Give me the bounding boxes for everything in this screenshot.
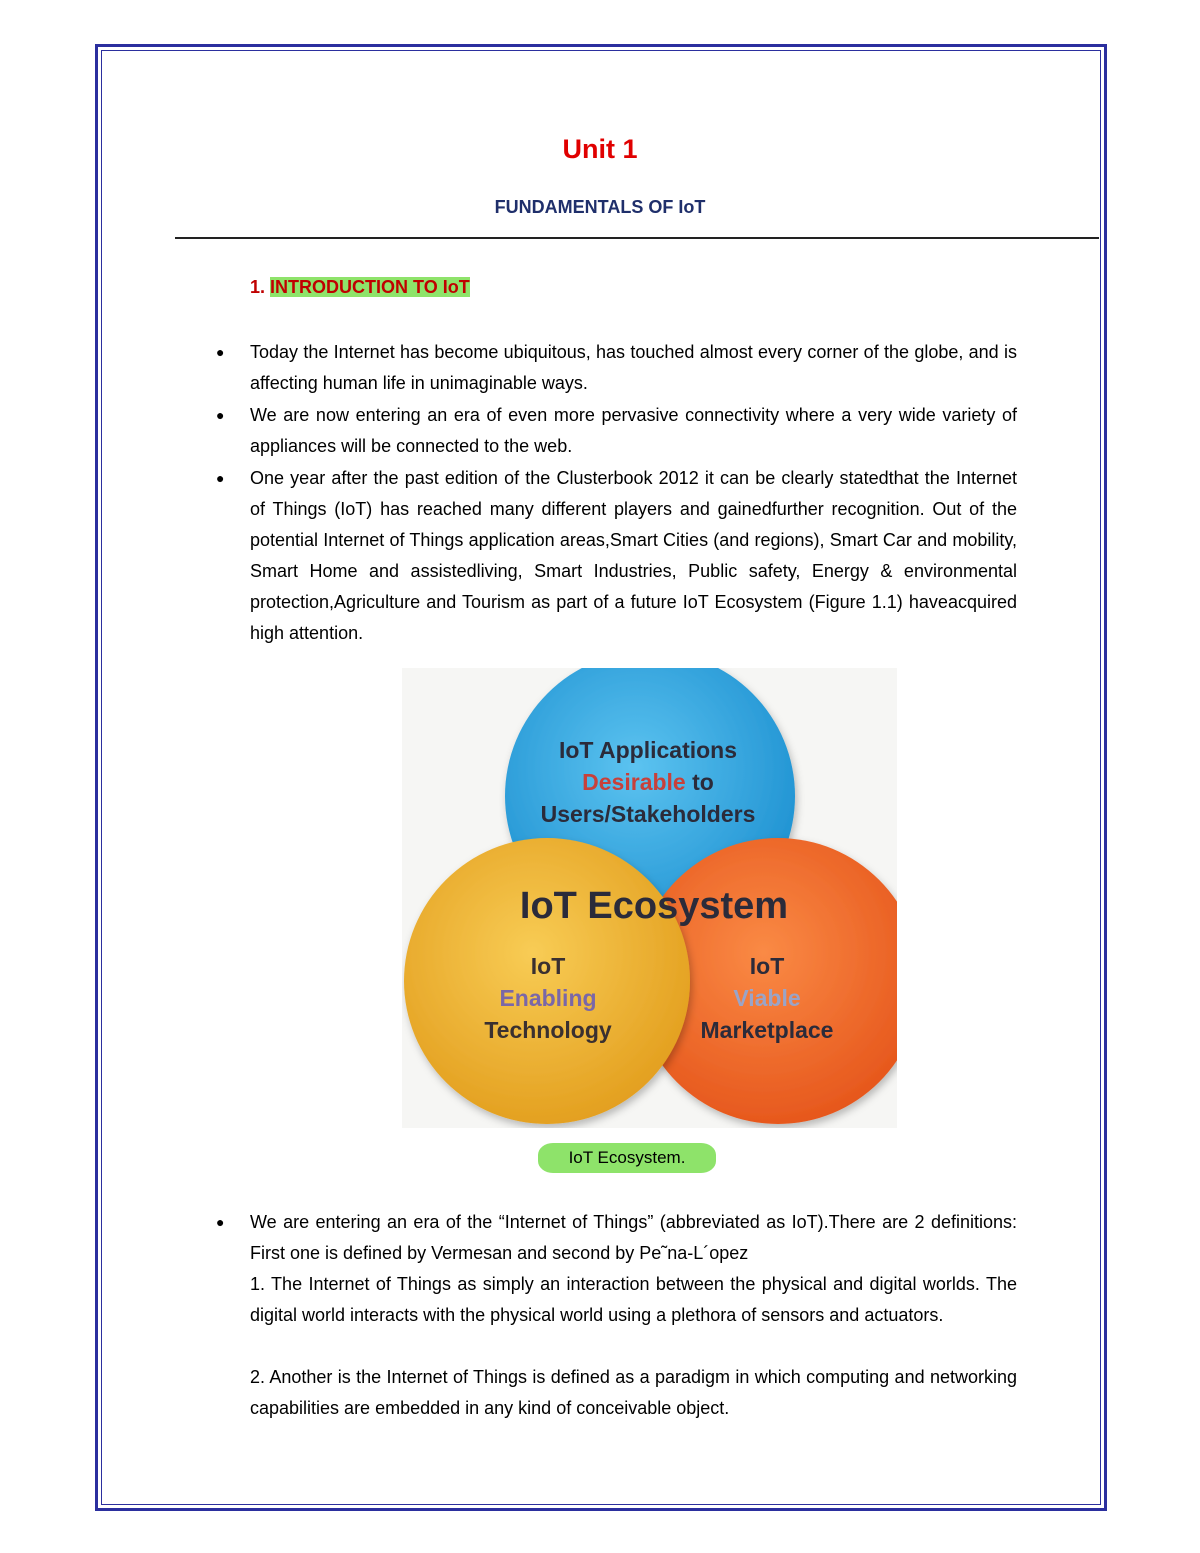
right-circle-line2: Viable: [733, 985, 801, 1011]
definition-1: 1. The Internet of Things as simply an interaction between the physical and digital worlds. The digital world interacts with the physical world using a plethora of sensors and actuators.: [250, 1274, 1017, 1325]
top-circle-line1: IoT Applications: [558, 737, 738, 763]
chapter-subtitle: FUNDAMENTALS OF IoT: [494, 197, 706, 217]
figure-caption: IoT Ecosystem.: [538, 1143, 716, 1173]
definition-2: 2. Another is the Internet of Things is defined as a paradigm in which computing and networking capabilities are embedded in any kind of conceivable object.: [250, 1367, 1017, 1418]
section-heading-text: INTRODUCTION TO IoT: [270, 277, 470, 297]
top-circle-line2: Desirable to: [582, 769, 714, 795]
right-circle-line1: IoT: [749, 953, 785, 979]
bullet-item-1: Today the Internet has become ubiquitous, has touched almost every corner of the globe, and is affecting human life in unimaginable ways.: [250, 342, 1017, 393]
iot-ecosystem-venn: [402, 668, 897, 1128]
bullet-item-2: We are now entering an era of even more pervasive connectivity where a very wide variety of appliances will be connected to the web.: [250, 405, 1017, 456]
right-circle-line3: Marketplace: [700, 1017, 834, 1043]
top-circle-line3: Users/Stakeholders: [540, 801, 756, 827]
section-number: 1.: [250, 277, 266, 297]
unit-title: Unit 1: [562, 134, 638, 164]
ecosystem-center-title: IoT Ecosystem: [519, 885, 789, 927]
iot-ecosystem-figure: [402, 668, 897, 1128]
section-heading: [250, 277, 470, 298]
left-circle-line3: Technology: [484, 1017, 612, 1043]
bullet-dot-icon: ●: [216, 470, 225, 486]
bullet-dot-icon: ●: [216, 344, 225, 360]
bullet-item-3: One year after the past edition of the Clusterbook 2012 it can be clearly statedthat the Internet of Things (IoT) has reached many different players and gainedfurther recognition. Out of the potential Internet of Things application areas,Smart Cities (and regions), Smart Car and mobility, Smart Home and assistedliving, Smart Industries, Public safety, Energy & environmental protection,Agriculture and Tourism as part of a future IoT Ecosystem (Figure 1.1) haveacquired high attention.: [250, 468, 1017, 643]
bullet-dot-icon: ●: [216, 1214, 225, 1230]
left-circle-line1: IoT: [530, 953, 566, 979]
left-circle-technology: [404, 838, 690, 1124]
bullet-item-4-intro: We are entering an era of the “Internet of Things” (abbreviated as IoT).There are 2 definitions: First one is defined by Vermesan and second by Pe˜na-L´opez: [250, 1212, 1017, 1263]
left-circle-line2: Enabling: [499, 985, 597, 1011]
header-rule: [175, 237, 1099, 239]
bullet-dot-icon: ●: [216, 407, 225, 423]
